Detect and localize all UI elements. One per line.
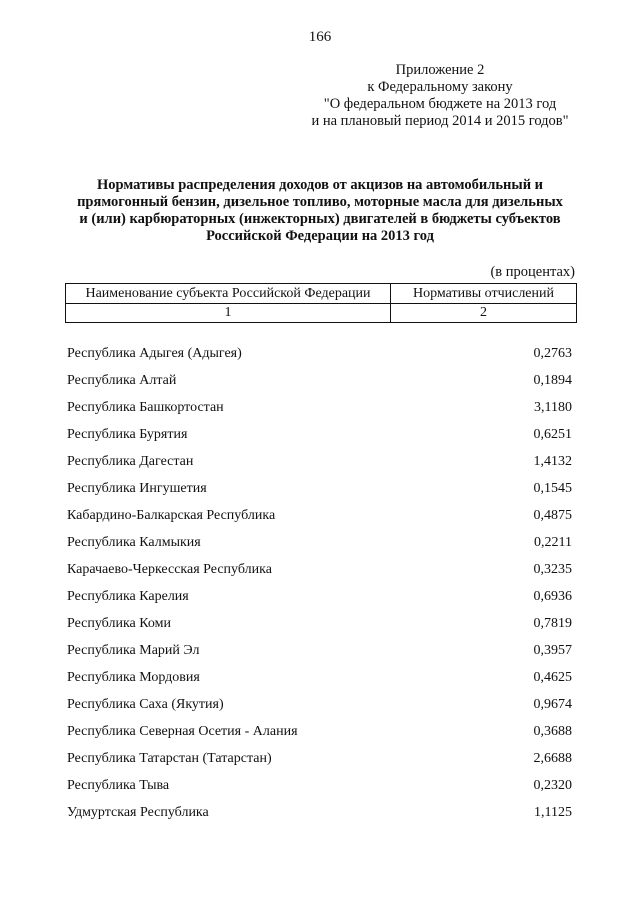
normative-value: 1,1125 (534, 805, 572, 820)
normative-value: 0,4625 (533, 670, 572, 685)
subject-name: Республика Башкортостан (67, 400, 224, 415)
table-row (67, 398, 572, 425)
subject-name: Республика Ингушетия (67, 481, 207, 496)
table-row (67, 695, 572, 722)
normative-value: 0,2763 (533, 346, 572, 361)
column-number-2: 2 (391, 304, 577, 323)
normative-value: 0,4875 (533, 508, 572, 523)
table-row (67, 560, 572, 587)
subject-name: Республика Татарстан (Татарстан) (67, 751, 272, 766)
table-row (67, 776, 572, 803)
normative-value: 0,2320 (533, 778, 572, 793)
normative-value: 0,1894 (533, 373, 572, 388)
column-number-row (66, 304, 577, 323)
normative-value: 0,3957 (533, 643, 572, 658)
normative-value: 0,6251 (533, 427, 572, 442)
subject-name: Республика Саха (Якутия) (67, 697, 224, 712)
table-row (67, 641, 572, 668)
normative-value: 1,4132 (533, 454, 572, 469)
subject-name: Республика Алтай (67, 373, 177, 388)
appendix-line: к Федеральному закону (367, 79, 513, 95)
header-subject-name: Наименование субъекта Российской Федерации (66, 284, 391, 304)
title-line: Российской Федерации на 2013 год (206, 228, 434, 244)
subject-name: Кабардино-Балкарская Республика (67, 508, 276, 523)
column-number-1: 1 (66, 304, 391, 323)
normative-value: 0,7819 (533, 616, 572, 631)
normative-value: 0,6936 (533, 589, 572, 604)
normative-value: 2,6688 (533, 751, 572, 766)
subject-name: Карачаево-Черкесская Республика (67, 562, 272, 577)
normative-value: 0,3688 (533, 724, 572, 739)
normative-value: 0,1545 (533, 481, 572, 496)
subject-name: Республика Тыва (67, 778, 170, 793)
subject-name: Республика Калмыкия (67, 535, 201, 550)
normative-value: 3,1180 (534, 400, 572, 415)
subject-name: Республика Мордовия (67, 670, 200, 685)
document-title (70, 177, 570, 245)
subject-name: Республика Бурятия (67, 427, 188, 442)
table-row (67, 614, 572, 641)
appendix-line: и на плановый период 2014 и 2015 годов" (311, 113, 569, 129)
subject-name: Республика Марий Эл (67, 643, 200, 658)
table-row (67, 371, 572, 398)
table-row (67, 425, 572, 452)
table-row (67, 479, 572, 506)
table-row (67, 344, 572, 371)
appendix-line: Приложение 2 (395, 62, 485, 78)
subject-name: Удмуртская Республика (67, 805, 209, 820)
appendix-line: "О федеральном бюджете на 2013 год (323, 96, 557, 112)
table-row (67, 722, 572, 749)
normative-value: 0,9674 (533, 697, 572, 712)
table-header (65, 283, 577, 323)
table-row (67, 668, 572, 695)
subject-name: Республика Северная Осетия - Алания (67, 724, 298, 739)
subject-name: Республика Адыгея (Адыгея) (67, 346, 242, 361)
page-number: 166 (308, 29, 332, 45)
title-line: и (или) карбюраторных (инжекторных) двигателей в бюджеты субъектов (79, 211, 561, 227)
table-body (67, 344, 572, 830)
subject-name: Республика Карелия (67, 589, 189, 604)
appendix-reference (300, 62, 580, 130)
table-row (67, 587, 572, 614)
table-row (67, 452, 572, 479)
normative-value: 0,2211 (534, 535, 572, 550)
table-row (67, 749, 572, 776)
normative-value: 0,3235 (533, 562, 572, 577)
subject-name: Республика Коми (67, 616, 171, 631)
table-row (67, 533, 572, 560)
table-row (67, 803, 572, 830)
title-line: Нормативы распределения доходов от акцизов на автомобильный и (96, 177, 544, 193)
units-label: (в процентах) (490, 264, 575, 280)
subject-name: Республика Дагестан (67, 454, 194, 469)
table-row (67, 506, 572, 533)
header-row (66, 284, 577, 304)
title-line: прямогонный бензин, дизельное топливо, моторные масла для дизельных (77, 194, 563, 210)
header-normative: Нормативы отчислений (391, 284, 577, 304)
